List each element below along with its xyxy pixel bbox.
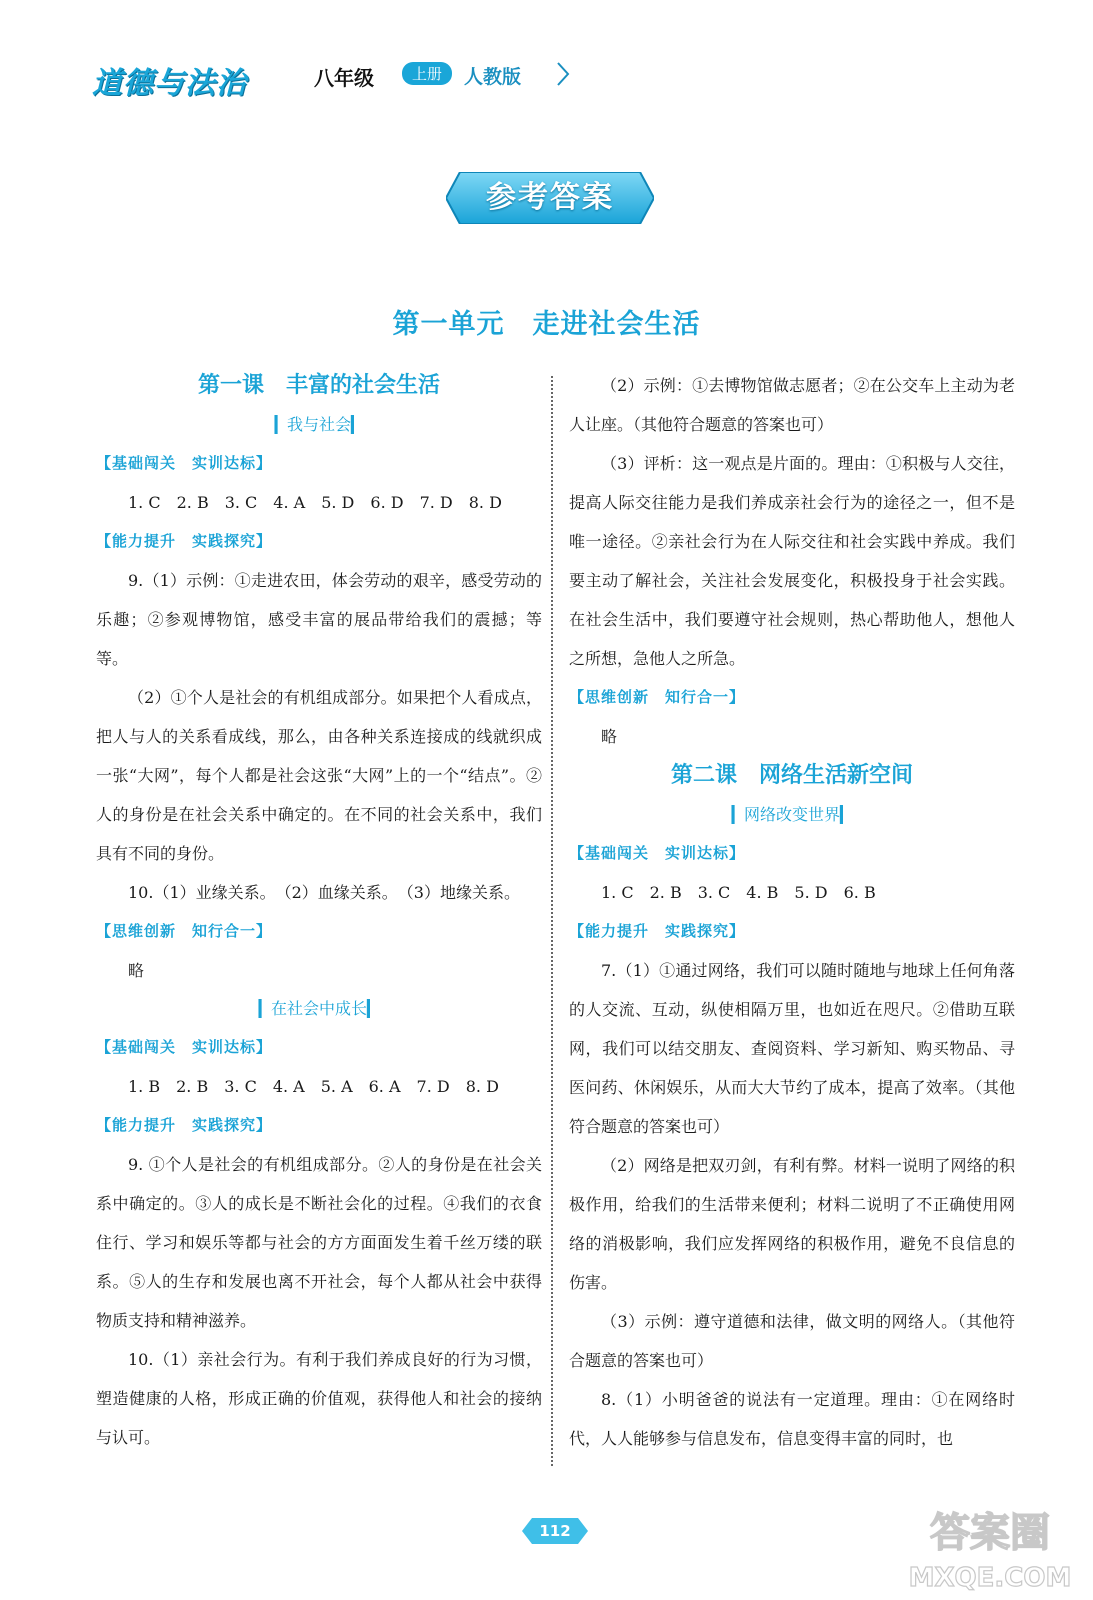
- tag-basic: 【基础闯关 实训达标】: [96, 1038, 273, 1056]
- right-column: [569, 366, 1015, 1458]
- answer-line: 1. B 2. B 3. C 4. A 5. A 6. A 7. D 8. D: [128, 1077, 499, 1096]
- svg-text:MXQE.COM: MXQE.COM: [908, 1563, 1072, 1593]
- left-column: [96, 366, 542, 1457]
- chevron-right-icon: [554, 61, 574, 87]
- answer-paragraph: （2）①个人是社会的有机组成部分。如果把个人看成点，把人与人的关系看成线，那么，由各种关系连接成的线就织成一张“大网”，每个人都是社会这张“大网”上的一个“结点”。②人的身份是在社会关系中确定的。在不同的社会关系中，我们具有不同的身份。: [96, 688, 542, 863]
- answer-paragraph: 9. ①个人是社会的有机组成部分。②人的身份是在社会关系中确定的。③人的成长是不断社会化的过程。④我们的衣食住行、学习和娱乐等都与社会的方方面面发生着千丝万缕的联系。⑤人的生存和发展也离不开社会，每个人都从社会中获得物质支持和精神滋养。: [96, 1155, 542, 1330]
- answer-paragraph: 9.（1）示例：①走进农田，体会劳动的艰辛，感受劳动的乐趣；②参观博物馆，感受丰富的展品带给我们的震撼；等等。: [96, 571, 542, 668]
- tag-think: 【思维创新 知行合一】: [96, 922, 273, 940]
- answer-line: 1. C 2. B 3. C 4. B 5. D 6. B: [601, 883, 876, 902]
- answer-line: 1. C 2. B 3. C 4. A 5. D 6. D 7. D 8. D: [128, 493, 502, 512]
- book-header: [92, 58, 532, 101]
- tag-ability: 【能力提升 实践探究】: [96, 1116, 273, 1134]
- section-heading: ▎我与社会▎: [274, 415, 364, 434]
- answers-banner: [446, 172, 654, 224]
- unit-title: 第一单元 走进社会生活: [392, 309, 701, 340]
- answer-paragraph: （2）网络是把双刃剑，有利有弊。材料一说明了网络的积极作用，给我们的生活带来便利；材料二说明了不正确使用网络的消极影响，我们应发挥网络的积极作用，避免不良信息的伤害。: [569, 1156, 1015, 1292]
- tag-ability: 【能力提升 实践探究】: [96, 532, 273, 550]
- answer-paragraph: （3）示例：遵守道德和法律，做文明的网络人。（其他符合题意的答案也可）: [569, 1312, 1015, 1370]
- banner-title: 参考答案: [486, 180, 614, 215]
- watermark-logo: [900, 1500, 1080, 1596]
- answer-paragraph: 8.（1）小明爸爸的说法有一定道理。理由：①在网络时代，人人能够参与信息发布，信息变得丰富的同时，也: [569, 1390, 1015, 1448]
- answer-paragraph: 10.（1）亲社会行为。有利于我们养成良好的行为习惯，塑造健康的人格，形成正确的价值观，获得他人和社会的接纳与认可。: [96, 1350, 542, 1447]
- answer-paragraph: 略: [128, 961, 145, 980]
- answer-paragraph: （2）示例：①去博物馆做志愿者；②在公交车上主动为老人让座。（其他符合题意的答案也可）: [569, 376, 1015, 434]
- volume-badge: 上册: [402, 62, 452, 85]
- answer-paragraph: 略: [601, 727, 618, 746]
- answer-paragraph: 7.（1）①通过网络，我们可以随时随地与地球上任何角落的人交流、互动，纵使相隔万里，也如近在咫尺。②借助互联网，我们可以结交朋友、查阅资料、学习新知、购买物品、寻医问药、休闲娱乐，从而大大节约了成本，提高了效率。（其他符合题意的答案也可）: [569, 961, 1015, 1136]
- answer-paragraph: （3）评析：这一观点是片面的。理由：①积极与人交往，提高人际交往能力是我们养成亲社会行为的途径之一，但不是唯一途径。②亲社会行为在人际交往和社会实践中养成。我们要主动了解社会，关注社会发展变化，积极投身于社会实践。在社会生活中，我们要遵守社会规则，热心帮助他人，想他人之所想，急他人之所急。: [569, 454, 1015, 668]
- column-divider: [551, 376, 553, 1466]
- tag-basic: 【基础闯关 实训达标】: [569, 844, 746, 862]
- svg-text:答案圈: 答案圈: [930, 1510, 1050, 1556]
- edition-label: 人教版: [464, 66, 522, 88]
- grade-label: 八年级: [314, 66, 374, 90]
- lesson-title: 第一课 丰富的社会生活: [197, 373, 440, 398]
- answer-paragraph: 10.（1）业缘关系。 （2）血缘关系。 （3）地缘关系。: [128, 883, 520, 902]
- tag-basic: 【基础闯关 实训达标】: [96, 454, 273, 472]
- lesson-title: 第二课 网络生活新空间: [670, 763, 913, 788]
- section-heading: ▎在社会中成长▎: [258, 999, 380, 1018]
- page-number: 112: [522, 1518, 588, 1544]
- tag-think: 【思维创新 知行合一】: [569, 688, 746, 706]
- section-heading: ▎网络改变世界▎: [731, 805, 853, 824]
- tag-ability: 【能力提升 实践探究】: [569, 922, 746, 940]
- book-title-logo: 道德与法治: [92, 66, 247, 101]
